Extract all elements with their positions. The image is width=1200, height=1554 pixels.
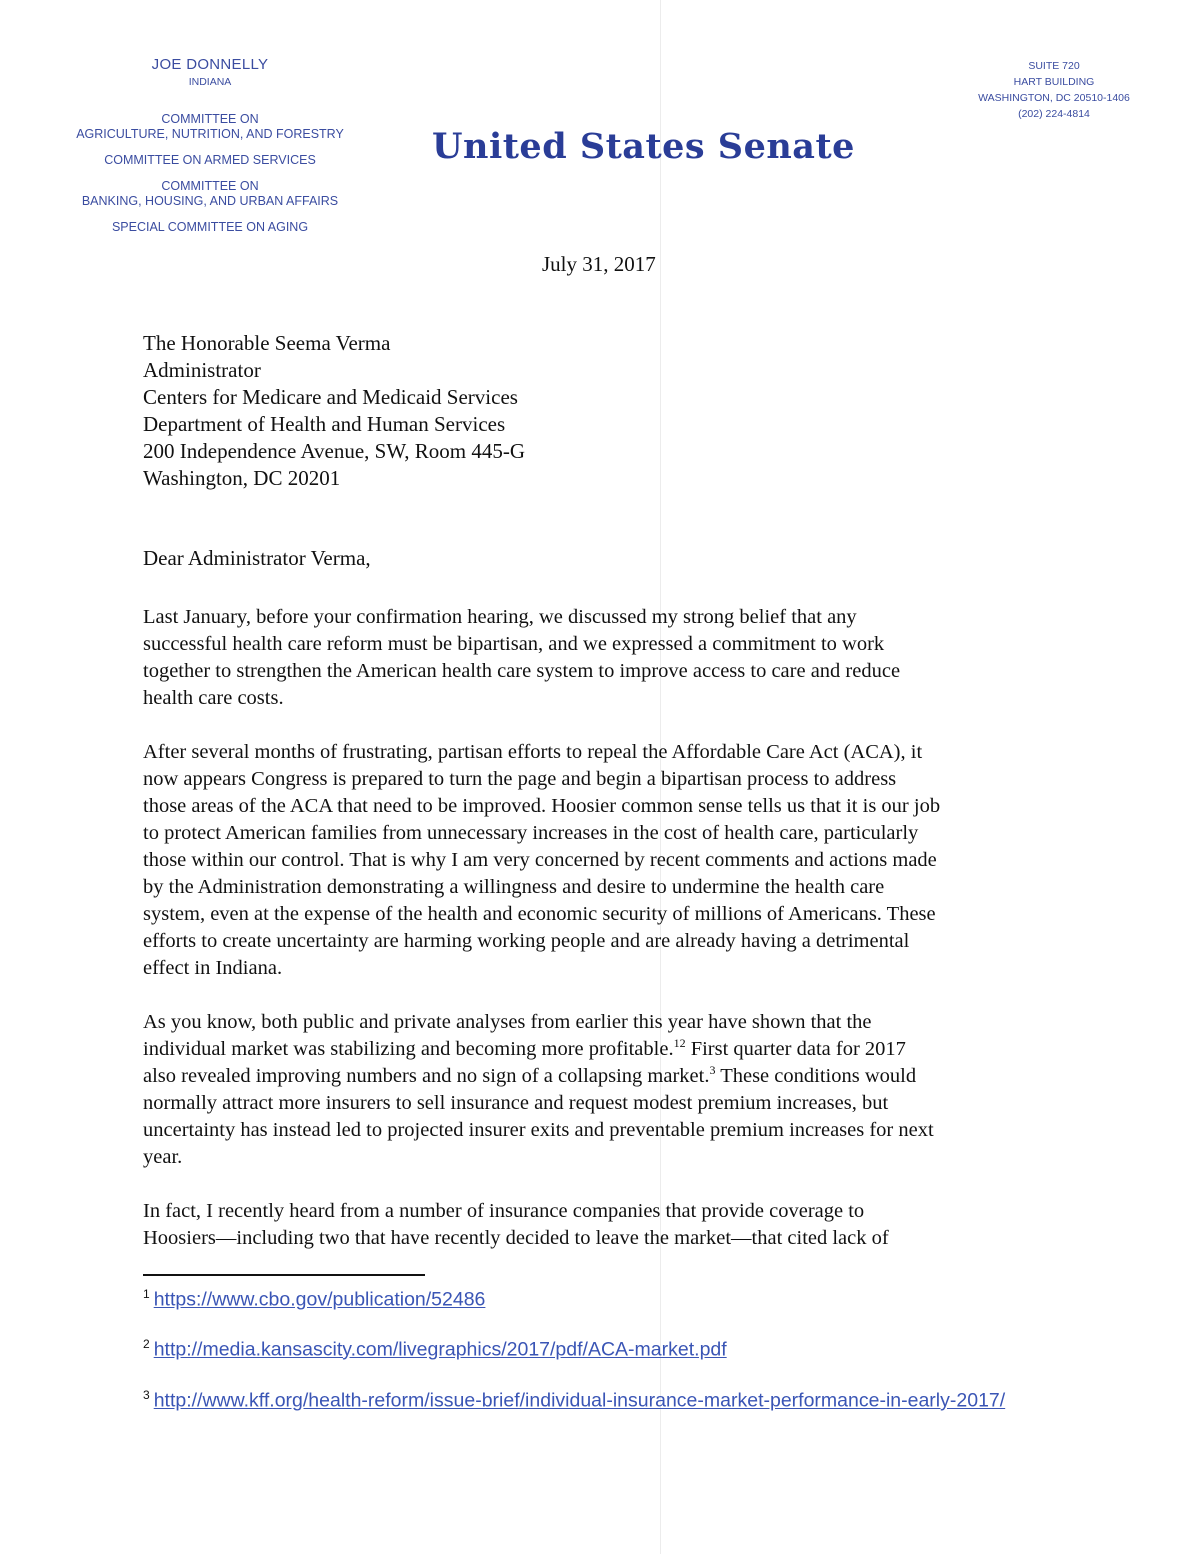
paragraph-line: year.: [143, 1146, 183, 1168]
senator-header: [40, 56, 380, 246]
paragraph-line: those areas of the ACA that need to be improved. Hoosier common sense tells us that it is our job: [143, 795, 941, 817]
committee-line: BANKING, HOUSING, AND URBAN AFFAIRS: [81, 194, 339, 208]
body-paragraph: [143, 1009, 1063, 1171]
footnote-2: [143, 1337, 727, 1362]
paragraph-line: normally attract more insurers to sell insurance and request modest premium increases, but: [143, 1092, 889, 1114]
committee-line: COMMITTEE ON ARMED SERVICES: [104, 153, 316, 167]
senator-name: JOE DONNELLY: [151, 56, 269, 73]
committee-list: [40, 112, 380, 235]
paragraph-line: In fact, I recently heard from a number of insurance companies that provide coverage to: [143, 1200, 865, 1222]
line-text: also revealed improving numbers and no sign of a collapsing market.: [143, 1065, 710, 1087]
body-paragraph: [143, 739, 1063, 982]
committee-line: COMMITTEE ON: [161, 112, 259, 126]
paragraph-line: As you know, both public and private analyses from earlier this year have shown that the: [143, 1011, 872, 1033]
senate-letterhead-title: United States Senate: [432, 126, 855, 167]
letter-date: July 31, 2017: [542, 252, 656, 276]
recipient-line: Department of Health and Human Services: [143, 412, 506, 436]
office-line: WASHINGTON, DC 20510-1406: [978, 92, 1130, 104]
footnote-ref: 12: [673, 1036, 686, 1051]
footnote-link[interactable]: https://www.cbo.gov/publication/52486: [153, 1288, 486, 1311]
office-phone: (202) 224-4814: [1018, 108, 1090, 120]
footnote-number: 2: [143, 1337, 150, 1351]
line-text: These conditions would: [715, 1065, 917, 1087]
paragraph-line: [143, 1063, 1063, 1090]
office-address: [904, 58, 1144, 122]
footnote-ref: 3: [709, 1063, 716, 1078]
recipient-line: Administrator: [143, 358, 261, 382]
paragraph-line: those within our control. That is why I am very concerned by recent comments and actions made: [143, 849, 937, 871]
committee-line: COMMITTEE ON: [161, 179, 259, 193]
footnote-number: 1: [143, 1287, 150, 1301]
salutation: Dear Administrator Verma,: [143, 546, 371, 570]
footnote-3: [143, 1388, 1005, 1413]
paragraph-line: After several months of frustrating, partisan efforts to repeal the Affordable Care Act (ACA), it: [143, 741, 923, 763]
recipient-line: 200 Independence Avenue, SW, Room 445-G: [143, 439, 526, 463]
paragraph-line: health care costs.: [143, 687, 284, 709]
recipient-line: Washington, DC 20201: [143, 466, 341, 490]
committee-banking: [40, 179, 380, 209]
recipient-line: Centers for Medicare and Medicaid Services: [143, 385, 518, 409]
office-line: SUITE 720: [1028, 60, 1080, 72]
footnote-divider: [143, 1274, 425, 1276]
committee-aging: [40, 220, 380, 235]
body-paragraph: [143, 1198, 1063, 1252]
footnote-1: [143, 1287, 485, 1312]
office-line: HART BUILDING: [1013, 76, 1095, 88]
paragraph-line: Last January, before your confirmation hearing, we discussed my strong belief that any: [143, 606, 857, 628]
footnote-link[interactable]: http://media.kansascity.com/livegraphics/2017/pdf/ACA-market.pdf: [153, 1338, 727, 1361]
paragraph-line: uncertainty has instead led to projected insurer exits and preventable premium increases for next: [143, 1119, 934, 1141]
senator-state: INDIANA: [188, 76, 232, 88]
committee-armed-services: [40, 153, 380, 168]
paragraph-line: efforts to create uncertainty are harming working people and are already having a detrimental: [143, 930, 910, 952]
paragraph-line: now appears Congress is prepared to turn the page and begin a bipartisan process to address: [143, 768, 897, 790]
paragraph-line: effect in Indiana.: [143, 957, 283, 979]
paragraph-line: system, even at the expense of the health and economic security of millions of Americans. These: [143, 903, 936, 925]
committee-line: AGRICULTURE, NUTRITION, AND FORESTRY: [76, 127, 344, 141]
footnote-link[interactable]: http://www.kff.org/health-reform/issue-brief/individual-insurance-market-performance-in-early-2017/: [153, 1389, 1006, 1412]
committee-line: SPECIAL COMMITTEE ON AGING: [111, 220, 309, 234]
line-text: First quarter data for 2017: [685, 1038, 906, 1060]
body-paragraph: [143, 604, 1063, 712]
footnote-number: 3: [143, 1388, 150, 1402]
committee-agriculture: [40, 112, 380, 142]
paragraph-line: by the Administration demonstrating a willingness and desire to undermine the health care: [143, 876, 885, 898]
paragraph-line: successful health care reform must be bipartisan, and we expressed a commitment to work: [143, 633, 885, 655]
paragraph-line: Hoosiers—including two that have recently decided to leave the market—that cited lack of: [143, 1227, 889, 1249]
recipient-address: [143, 330, 525, 492]
paragraph-line: to protect American families from unnecessary increases in the cost of health care, particularly: [143, 822, 919, 844]
line-text: individual market was stabilizing and becoming more profitable.: [143, 1038, 674, 1060]
paragraph-line: [143, 1036, 1063, 1063]
paragraph-line: together to strengthen the American health care system to improve access to care and reduce: [143, 660, 901, 682]
recipient-line: The Honorable Seema Verma: [143, 331, 391, 355]
